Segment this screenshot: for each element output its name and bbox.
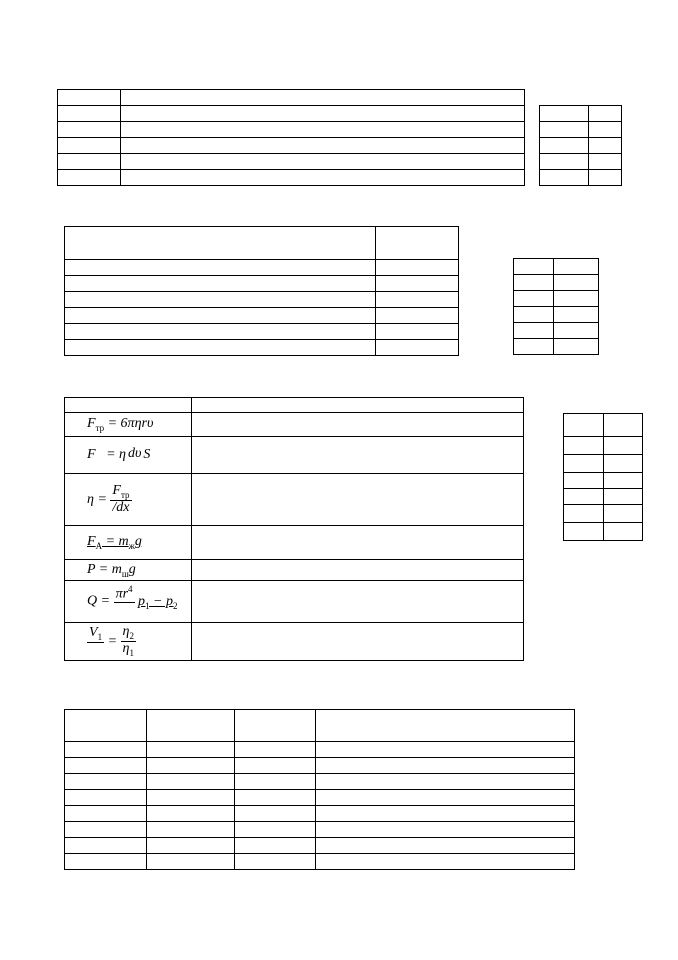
cell: [58, 106, 121, 122]
cell: [65, 758, 147, 774]
cell: [58, 170, 121, 186]
cell: [65, 260, 376, 276]
answer-grid-3: [563, 413, 643, 541]
cell: [121, 154, 525, 170]
cell: [65, 774, 147, 790]
cell: [235, 774, 316, 790]
cell: [58, 122, 121, 138]
cell: [376, 260, 459, 276]
answer-cell[interactable]: [604, 473, 643, 489]
cell: [147, 822, 235, 838]
formula-table: [64, 397, 524, 661]
cell: [192, 581, 524, 623]
cell: [65, 806, 147, 822]
cell: [147, 854, 235, 870]
cell: [235, 806, 316, 822]
answer-cell[interactable]: [514, 307, 554, 323]
cell: [121, 138, 525, 154]
formula-velocity-ratio: $V_1$ = $\frac{\eta_2}{\eta_1}$: [65, 623, 192, 661]
cell: [65, 398, 192, 413]
cell: [192, 623, 524, 661]
answer-cell[interactable]: [540, 122, 589, 138]
cell: [65, 227, 376, 260]
answer-cell[interactable]: [564, 505, 604, 523]
cell: [121, 170, 525, 186]
answer-cell[interactable]: [564, 489, 604, 505]
cell: [235, 742, 316, 758]
cell: [147, 758, 235, 774]
cell: [235, 758, 316, 774]
cell: [235, 710, 316, 742]
answer-cell[interactable]: [514, 259, 554, 275]
cell: [65, 822, 147, 838]
answer-cell[interactable]: [540, 138, 589, 154]
cell: [192, 437, 524, 474]
cell: [235, 822, 316, 838]
cell: [147, 742, 235, 758]
cell: [58, 90, 121, 106]
cell: [121, 90, 525, 106]
cell: [235, 790, 316, 806]
cell: [58, 154, 121, 170]
cell: [376, 340, 459, 356]
answer-cell[interactable]: [564, 455, 604, 473]
cell: [65, 838, 147, 854]
answer-grid-1: [539, 105, 622, 186]
answer-cell[interactable]: [589, 122, 622, 138]
formula-newton-viscosity: F = η dυ S: [65, 437, 192, 474]
cell: [192, 526, 524, 560]
cell: [121, 106, 525, 122]
cell: [65, 308, 376, 324]
table-2: [64, 226, 459, 356]
cell: [376, 308, 459, 324]
answer-cell[interactable]: [564, 414, 604, 437]
cell: [65, 854, 147, 870]
cell: [316, 806, 575, 822]
formula-weight: $P = m_шg$: [65, 560, 192, 581]
cell: [65, 790, 147, 806]
cell: [147, 774, 235, 790]
cell: [376, 324, 459, 340]
cell: [192, 560, 524, 581]
formula-stokes: $F_{тр} = 6\pi\eta r\upsilon$: [65, 413, 192, 437]
answer-cell[interactable]: [604, 455, 643, 473]
answer-cell[interactable]: [540, 106, 589, 122]
cell: [316, 822, 575, 838]
cell: [316, 790, 575, 806]
cell: [147, 806, 235, 822]
cell: [147, 710, 235, 742]
cell: [316, 838, 575, 854]
cell: [65, 710, 147, 742]
cell: [147, 838, 235, 854]
answer-cell[interactable]: [514, 323, 554, 339]
cell: [192, 413, 524, 437]
table-1: [57, 89, 525, 186]
table-4: [64, 709, 575, 870]
answer-cell[interactable]: [540, 170, 589, 186]
formula-archimedes: $F_A = m_жg$: [65, 526, 192, 560]
answer-cell[interactable]: [604, 414, 643, 437]
cell: [235, 838, 316, 854]
answer-cell[interactable]: [604, 489, 643, 505]
answer-cell[interactable]: [554, 307, 599, 323]
answer-cell[interactable]: [540, 154, 589, 170]
answer-cell[interactable]: [514, 291, 554, 307]
answer-cell[interactable]: [554, 323, 599, 339]
cell: [65, 324, 376, 340]
cell: [65, 742, 147, 758]
cell: [316, 742, 575, 758]
cell: [316, 758, 575, 774]
answer-grid-2: [513, 258, 599, 355]
cell: [235, 854, 316, 870]
cell: [121, 122, 525, 138]
answer-cell[interactable]: [564, 523, 604, 541]
cell: [65, 292, 376, 308]
answer-cell[interactable]: [554, 339, 599, 355]
cell: [376, 227, 459, 260]
answer-cell[interactable]: [589, 106, 622, 122]
answer-cell[interactable]: [604, 523, 643, 541]
formula-poiseuille: Q = $\pi r^4$ $p_1 - p_2$: [65, 581, 192, 623]
cell: [58, 138, 121, 154]
cell: [65, 340, 376, 356]
answer-cell[interactable]: [604, 505, 643, 523]
answer-cell[interactable]: [554, 259, 599, 275]
cell: [316, 774, 575, 790]
cell: [65, 276, 376, 292]
cell: [376, 276, 459, 292]
answer-cell[interactable]: [604, 437, 643, 455]
answer-cell[interactable]: [514, 275, 554, 291]
cell: [192, 474, 524, 526]
answer-cell[interactable]: [554, 275, 599, 291]
answer-cell[interactable]: [554, 291, 599, 307]
answer-cell[interactable]: [589, 138, 622, 154]
answer-cell[interactable]: [589, 170, 622, 186]
formula-viscosity-coefficient: η = $\frac{F_{тр}}{/dx}$: [65, 474, 192, 526]
cell: [192, 398, 524, 413]
answer-cell[interactable]: [514, 339, 554, 355]
answer-cell[interactable]: [564, 437, 604, 455]
cell: [376, 292, 459, 308]
cell: [316, 710, 575, 742]
answer-cell[interactable]: [564, 473, 604, 489]
answer-cell[interactable]: [589, 154, 622, 170]
cell: [316, 854, 575, 870]
cell: [147, 790, 235, 806]
